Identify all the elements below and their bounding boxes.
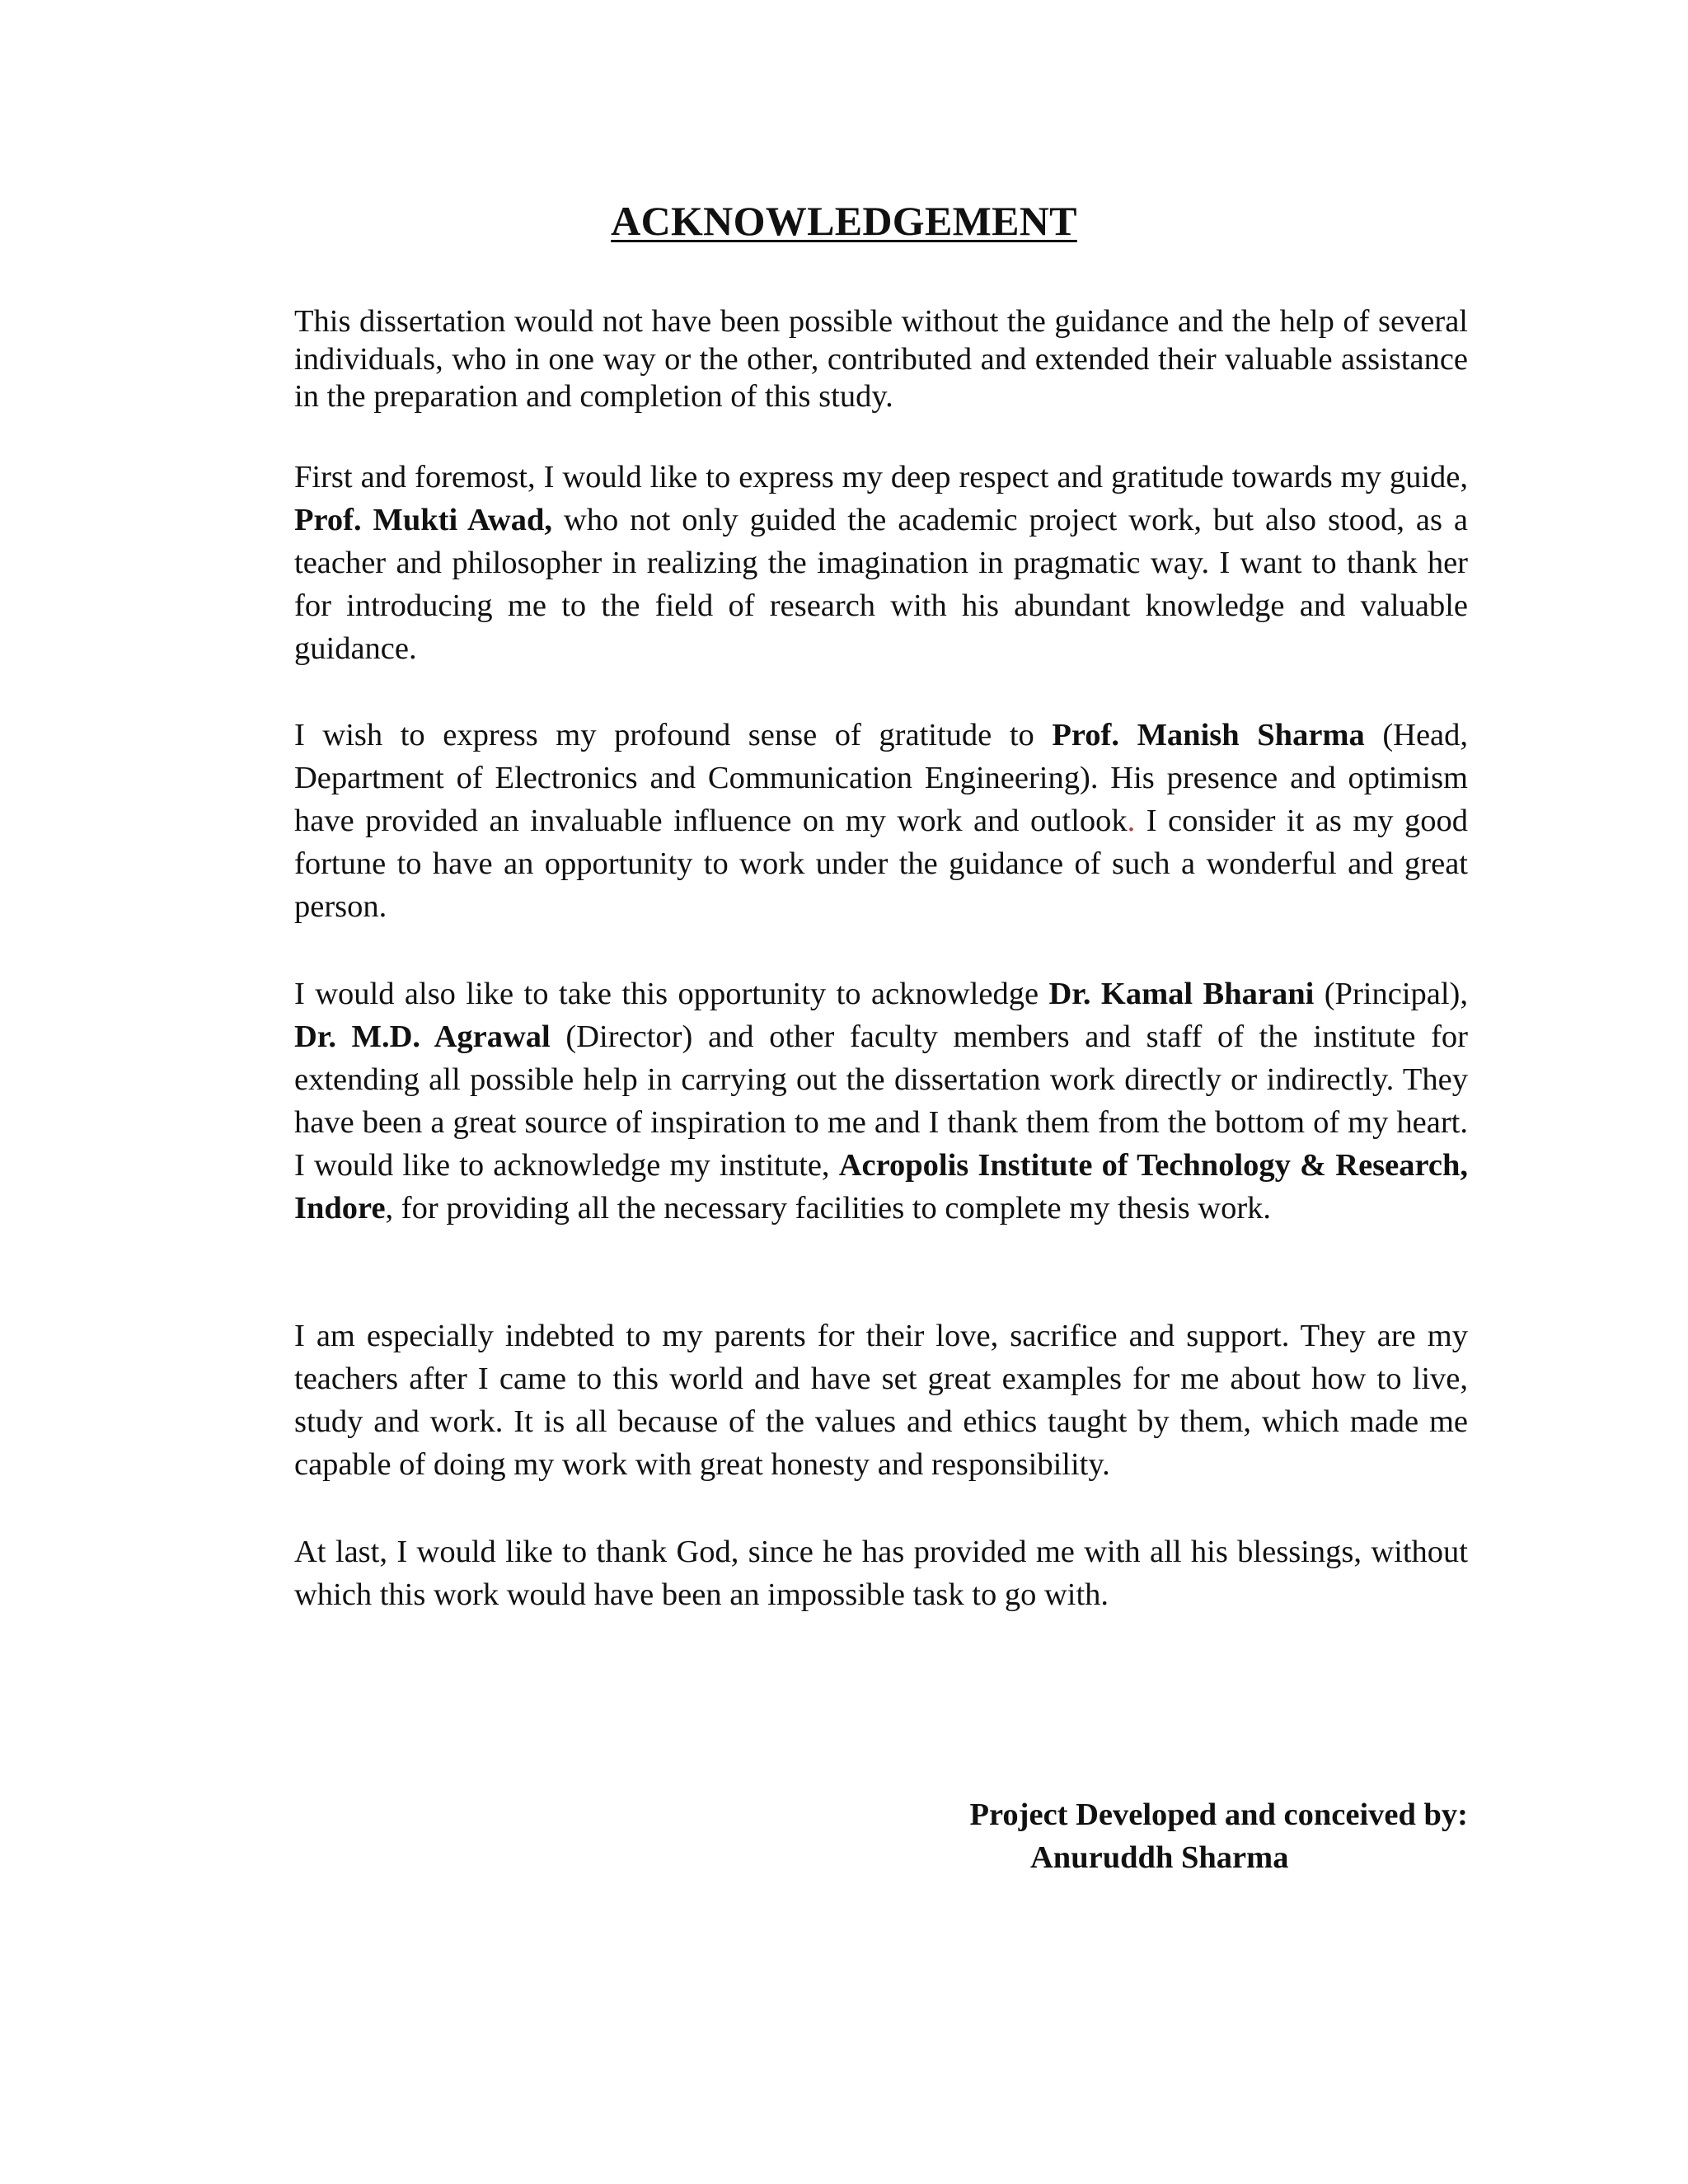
paragraph-closing bbox=[294, 1530, 1468, 1616]
signature-label: Project Developed and conceived by: bbox=[969, 1797, 1468, 1832]
principal-name: Dr. Kamal Bharani bbox=[1048, 977, 1315, 1011]
paragraph-text: , for providing all the necessary facilities to complete my thesis work. bbox=[385, 1191, 1272, 1226]
paragraph-institute bbox=[294, 972, 1468, 1230]
paragraph-text: (Director) and other faculty members and staff of the institute for extending all possible help in carrying out the dissertation work directly or indirectly. They have been a great source of inspiration to me and I thank them from the bottom of my heart. I would like to acknowledge my institute, bbox=[294, 1019, 1468, 1183]
paragraph-text: I am especially indebted to my parents for their love, sacrifice and support. They are my teachers after I came to this world and have set great examples for me about how to live, study and work. It is all because of the values and ethics taught by them, which made me capable of doing my work with great honesty and responsibility. bbox=[294, 1319, 1468, 1482]
paragraph-head-of-department bbox=[294, 714, 1468, 928]
page-title: ACKNOWLEDGEMENT bbox=[611, 198, 1077, 244]
paragraph-text: This dissertation would not have been possible without the guidance and the help of several individuals, who in one way or the other, contributed and extended their valuable assistance in the preparation and completion of this study. bbox=[294, 304, 1468, 414]
paragraph-text: I wish to express my profound sense of gratitude to bbox=[294, 718, 1053, 752]
paragraph-intro bbox=[294, 303, 1468, 416]
paragraph-text: who not only guided the academic project work, but also stood, as a teacher and philosopher in realizing the imagination in pragmatic way. I want to thank her for introducing me to the field of research with his abundant knowledge and valuable guidance. bbox=[294, 503, 1468, 666]
signature-name: Anuruddh Sharma bbox=[1030, 1840, 1289, 1875]
hod-name: Prof. Manish Sharma bbox=[1052, 718, 1365, 752]
paragraph-guide bbox=[294, 456, 1468, 670]
paragraph-text: At last, I would like to thank God, since he has provided me with all his blessings, without which this work would have been an impossible task to go with. bbox=[294, 1535, 1468, 1612]
paragraph-text: (Principal), bbox=[1314, 977, 1469, 1011]
director-name: Dr. M.D. Agrawal bbox=[294, 1019, 551, 1054]
institute-name: Acropolis Institute of Technology & Research, Indore bbox=[294, 1148, 1468, 1226]
paragraph-text: First and foremost, I would like to express my deep respect and gratitude towards my guide, bbox=[294, 460, 1468, 494]
paragraph-text: I would also like to take this opportunity to acknowledge bbox=[294, 977, 1049, 1011]
paragraph-text: (Head, Department of Electronics and Communication Engineering). His presence and optimism have provided an invaluable influence on my work and outlook bbox=[294, 718, 1469, 838]
highlight-period: . bbox=[1127, 804, 1136, 838]
guide-name: Prof. Mukti Awad, bbox=[294, 503, 553, 537]
paragraph-parents bbox=[294, 1315, 1468, 1486]
paragraph-text: I consider it as my good fortune to have an opportunity to work under the guidance of such a wonderful and great person. bbox=[294, 804, 1468, 924]
